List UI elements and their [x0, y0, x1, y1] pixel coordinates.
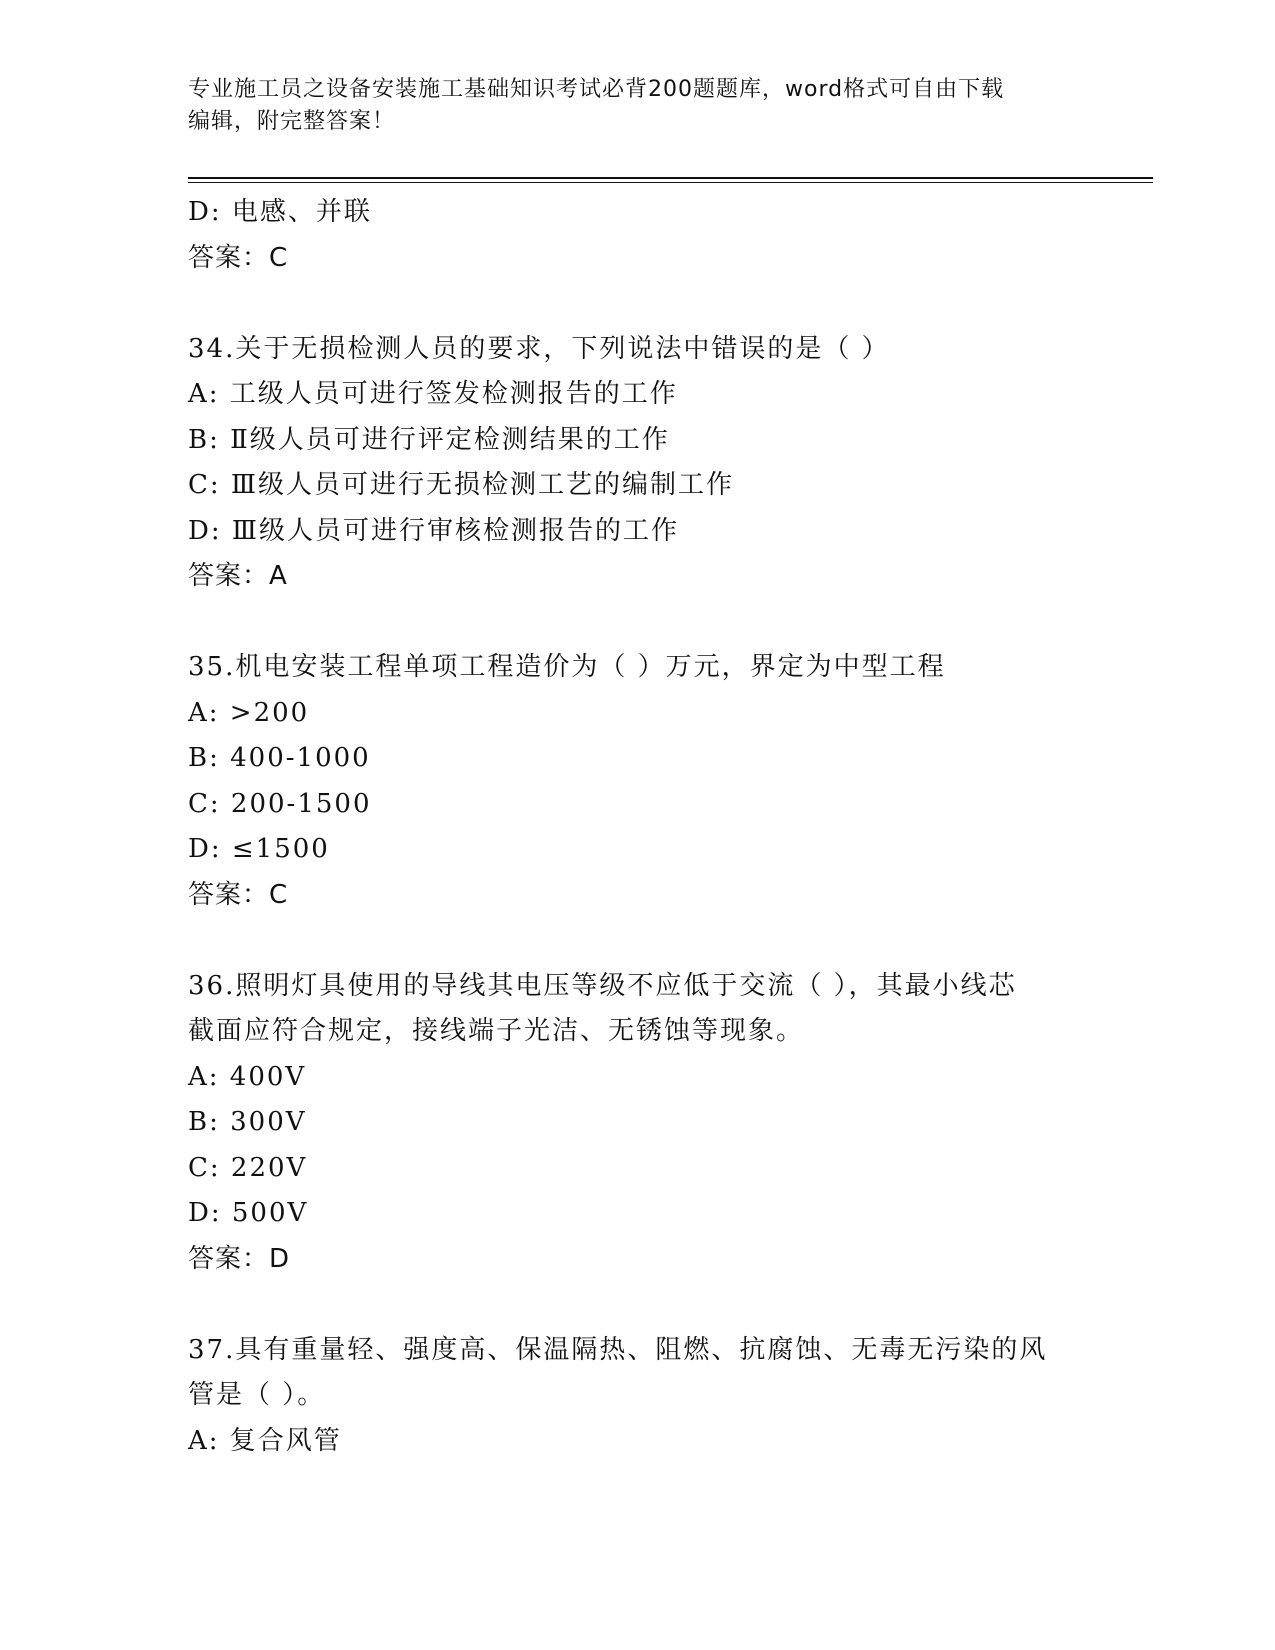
spacer [188, 918, 1088, 964]
question-content [188, 190, 1088, 1464]
question-stem: 36.照明灯具使用的导线其电压等级不应低于交流（ ），其最小线芯截面应符合规定，接线端子光洁、无锈蚀等现象。 [188, 970, 1017, 1046]
question-stem: 35.机电安装工程单项工程造价为（ ）万元，界定为中型工程 [188, 652, 946, 682]
question-36 [188, 964, 1088, 1283]
question-35 [188, 645, 1088, 918]
header-divider-thick [188, 177, 1153, 179]
carryover-option-d: D: 电感、并联 [188, 197, 372, 227]
answer: 答案：A [188, 561, 288, 591]
header-title-line-2: 编辑，附完整答案！ [188, 109, 396, 134]
option-b: B: 400-1000 [188, 743, 371, 773]
header-title-line-1: 专业施工员之设备安装施工基础知识考试必背200题题库，word格式可自由下载 [188, 77, 1005, 102]
option-b: B: Ⅱ级人员可进行评定检测结果的工作 [188, 424, 670, 455]
spacer [188, 1282, 1088, 1328]
option-d: D: 500V [188, 1198, 309, 1228]
option-a: A: 工级人员可进行签发检测报告的工作 [188, 379, 678, 409]
question-stem: 37.具有重量轻、强度高、保温隔热、阻燃、抗腐蚀、无毒无污染的风管是（ ）。 [188, 1334, 1048, 1410]
option-d: D: ≤1500 [188, 834, 330, 864]
option-b: B: 300V [188, 1107, 307, 1137]
option-a: A: >200 [188, 697, 310, 728]
option-c: C: Ⅲ级人员可进行无损检测工艺的编制工作 [188, 470, 734, 500]
option-a: A: 400V [188, 1061, 307, 1092]
answer: 答案：C [188, 879, 289, 910]
header-divider-thin [188, 182, 1153, 183]
question-stem: 34.关于无损检测人员的要求，下列说法中错误的是（ ） [188, 333, 890, 364]
option-c: C: 220V [188, 1152, 308, 1183]
answer: 答案：D [188, 1243, 291, 1274]
question-34 [188, 327, 1088, 600]
option-c: C: 200-1500 [188, 788, 372, 819]
option-a: A: 复合风管 [188, 1425, 342, 1456]
option-d: D: Ⅲ级人员可进行审核检测报告的工作 [188, 515, 679, 546]
spacer [188, 281, 1088, 327]
document-header [188, 74, 1068, 138]
question-37 [188, 1328, 1088, 1465]
carryover-answer: 答案：C [188, 242, 289, 273]
spacer [188, 600, 1088, 646]
